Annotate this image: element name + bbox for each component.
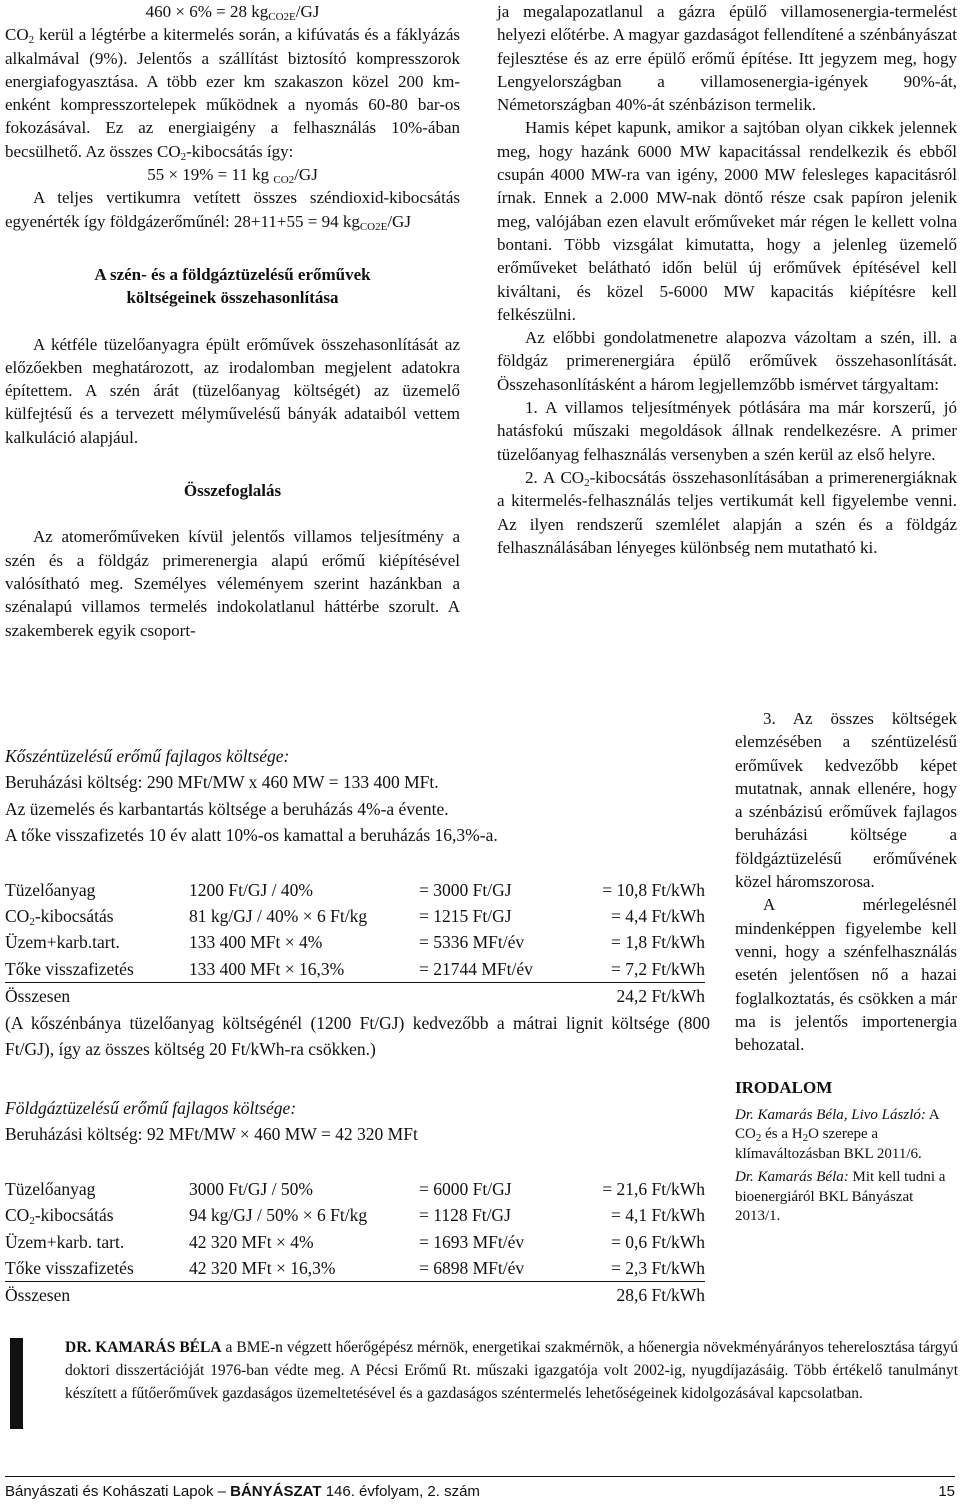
paragraph-summary: Az atomerőműveken kívül jelentős villamos teljesítmény a szén és a földgáz primerenergia alapú erőmű kiépítésével valósítható meg. Személyes véleményem szerint hazánkban a szénalapú villamos termelés indokolatlanul háttérbe szorult. A szakemberek egyik csoport- (5, 527, 460, 640)
references-heading: IRODALOM (735, 1078, 833, 1098)
paragraph-criterion-2: 2. A $CO_2$-kibocsátás összehasonlításában a primerenergiáknak a kitermelés-felhasználás teljes vertikumát kell figyelembe venni. Az ilyen rendszerű szemlélet alapján a szén és a földgáz felhasználásában lényeges különbség nem mutatható ki. (497, 467, 957, 557)
coal-lignite-note: (A kőszénbánya tüzelőanyag költségénél (1200 Ft/GJ) kedvezőbb a mátrai lignit költsége (800 Ft/GJ), így az összes költség 20 Ft/kWh-ra csökken.) (5, 1012, 710, 1060)
coal-investment: Beruházási költség: 290 MFt/MW x 460 MW = 133 400 MFt. (5, 772, 439, 793)
formula-co2-total: 55 × 19% = 11 kg $_{CO2}$/GJ (147, 165, 318, 187)
table-row: Üzem+karb. tart. 42 320 MFt × 4% = 1693 MFt/év = 0,6 Ft/kWh (5, 1231, 705, 1252)
gas-investment: Beruházási költség: 92 MFt/MW × 460 MW = 42 320 MFt (5, 1124, 418, 1145)
table-row: $CO_2$-kibocsátás 94 kg/GJ / 50% × 6 Ft/kg = 1128 Ft/GJ = 4,1 Ft/kWh (5, 1205, 705, 1228)
author-name: DR. KAMARÁS BÉLA (65, 1339, 222, 1356)
coal-cost-box (5, 743, 710, 1062)
paragraph-criterion-3: 3. Az összes költségek elemzésében a széntüzelésű erőművek kedvezőbb képet mutatnak, annak ellenére, hogy a szénbázisú erőművek fajlagos beruházási költsége a földgáztüzelésű erőművének közel háromszorosa. (735, 709, 957, 892)
heading-summary: Összefoglalás (183, 481, 282, 501)
footer-rule (5, 1476, 955, 1477)
heading-comparison-l2: költségeinek összehasonlítása (126, 288, 339, 308)
paragraph-comparison: A kétféle tüzelőanyagra épült erőművek összehasonlítását az előzőekben meghatározott, az irodalomban megjelent adatokra építettem. A szén árát (tüzelőanyag költségét) az üzemelő külfejtésű és a tervezett mélyművelésű bányák adataiból vettem kalkuláció alapjául. (5, 334, 460, 447)
right-narrow-column (735, 707, 957, 1227)
formula-methane-leak: 460 × 6% = 28 $kg_{CO2E}/GJ$ (145, 2, 320, 23)
bio-marker-bar (10, 1338, 23, 1429)
footer-journal: Bányászati és Kohászati Lapok – BÁNYÁSZAT 146. évfolyam, 2. szám (5, 1483, 480, 1500)
paragraph-gas-priority: ja megalapozatlanul a gázra épülő villamosenergia-termelést helyezi előtérbe. A magyar gazdaságot fellendítené a szénbányászat fejlesztése és az erre épülő erőmű építése. Itt jegyzem meg, hogy Lengyelországban a villamosenergia-igények 90%-át, Németországban 40%-át szénbázison termelik. (497, 2, 957, 115)
paragraph-transport: $CO_2$ kerül a légtérbe a kitermelés során, a kifúvatás és a fáklyázás alkalmával (9%). Jelentős a szállítást biztosító kompresszorok energiafogyasztása. A több ezer km szakaszon közel 200 km-enként kompresszortelepek működnek a nyomás 60-80 bar-os fokozásával. Ez az energiaigény a felhasználás 10%-ában becsülhető. Az összes $CO_2$-kibocsátás így: (5, 25, 460, 163)
reference-2: Dr. Kamarás Béla: Mit kell tudni a bioenergiáról BKL Bányászat 2013/1. (735, 1169, 946, 1225)
table-row: $CO_2$-kibocsátás 81 kg/GJ / 40% × 6 Ft/kg = 1215 Ft/GJ = 4,4 Ft/kWh (5, 906, 705, 929)
gas-box-title: Földgáztüzelésű erőmű fajlagos költsége: (5, 1098, 297, 1118)
heading-comparison-l1: A szén- és a földgáztüzelésű erőművek (94, 264, 371, 284)
table-row: Üzem+karb.tart. 133 400 MFt × 4% = 5336 MFt/év = 1,8 Ft/kWh (5, 932, 705, 953)
paragraph-weighing: A mérlegelésnél mindenképpen figyelembe kell venni, hogy a szénfelhasználás esetén jelentősen nő a hazai foglalkoztatás, és csökken a már ma is jelentős importenergia behozatal. (735, 895, 957, 1055)
left-column (5, 0, 460, 642)
table-row: Tüzelőanyag 3000 Ft/GJ / 50% = 6000 Ft/GJ = 21,6 Ft/kWh (5, 1178, 705, 1199)
table-total-row: Összesen 28,6 Ft/kWh (5, 1285, 705, 1306)
page-number: 15 (938, 1483, 955, 1500)
paragraph-false-picture: Hamis képet kapunk, amikor a sajtóban olyan cikkek jelennek meg, hogy hazánk 6000 MW kapacitással rendelkezik és ebből csupán 4000 MW-ra van igény, 2000 MW felesleges kapacitásról írnak. Ennek a 2.000 MW-nak döntő része csak papíron jelenik meg, valójában ezen elavult erőműveket már régen le kellett volna bontani. Több vizsgálat kimutatta, hogy a jelenleg üzemelő erőműveket belátható időn belül új erőművek építésével kell kiváltani, és közel 5-6000 MW kapacitás kiépítésre kell felkészülni. (497, 118, 957, 324)
right-column (497, 0, 957, 559)
table-row: Tőke visszafizetés 42 320 MFt × 16,3% = 6898 MFt/év = 2,3 Ft/kWh (5, 1255, 705, 1282)
coal-capital: A tőke visszafizetés 10 év alatt 10%-os kamattal a beruházás 16,3%-a. (5, 825, 498, 846)
table-total-row: Összesen 24,2 Ft/kWh (5, 986, 705, 1007)
table-row: Tőke visszafizetés 133 400 MFt × 16,3% = 21744 MFt/év = 7,2 Ft/kWh (5, 956, 705, 983)
coal-maintenance: Az üzemelés és karbantartás költsége a beruházás 4%-a évente. (5, 798, 449, 819)
bio-text: DR. KAMARÁS BÉLA a BME-n végzett hőerőgépész mérnök, energetikai szakmérnök, a hőenergia növekményárányos teherelosztása tárgyú doktori disszertációját 1976-ban védte meg. A Pécsi Erőmű Rt. műszaki igazgatója volt 2002-ig, nyugdíjazásáig. Több értékelő tanulmányt készített a fűtőerőművek gazdaságos üzemeltetésével és a gazdaságos széntermelés lehetőségeinek kidolgozásával kapcsolatban. (65, 1339, 958, 1402)
reference-1: Dr. Kamarás Béla, Livo László: A $CO_2$ és a $H_2O$ szerepe a klímaváltozásban BKL 2011/6. (735, 1106, 939, 1162)
paragraph-criteria: Az előbbi gondolatmenetre alapozva vázoltam a szén, ill. a földgáz primerenergiára épülő erőművek összehasonlítását. Összehasonlításként a három legjellemzőbb ismérvet tárgyaltam: (497, 328, 957, 394)
paragraph-total-equivalent: A teljes vertikumra vetített összes széndioxid-kibocsátás egyenérték így földgázerőműnél: 28+11+55 = 94 $kg_{CO2E}/GJ$ (5, 188, 460, 233)
coal-cost-table (5, 877, 705, 1010)
table-row: Tüzelőanyag 1200 Ft/GJ / 40% = 3000 Ft/GJ = 10,8 Ft/kWh (5, 879, 705, 900)
coal-box-title: Kőszéntüzelésű erőmű fajlagos költsége: (5, 746, 290, 766)
gas-cost-table (5, 1176, 705, 1309)
paragraph-criterion-1: 1. A villamos teljesítmények pótlására ma már korszerű, jó hatásfokú műszaki megoldások állnak rendelkezésre. A primer tüzelőanyag felhasználás versenyben a szén kerül az első helyre. (497, 398, 957, 464)
gas-cost-box (5, 1095, 710, 1309)
